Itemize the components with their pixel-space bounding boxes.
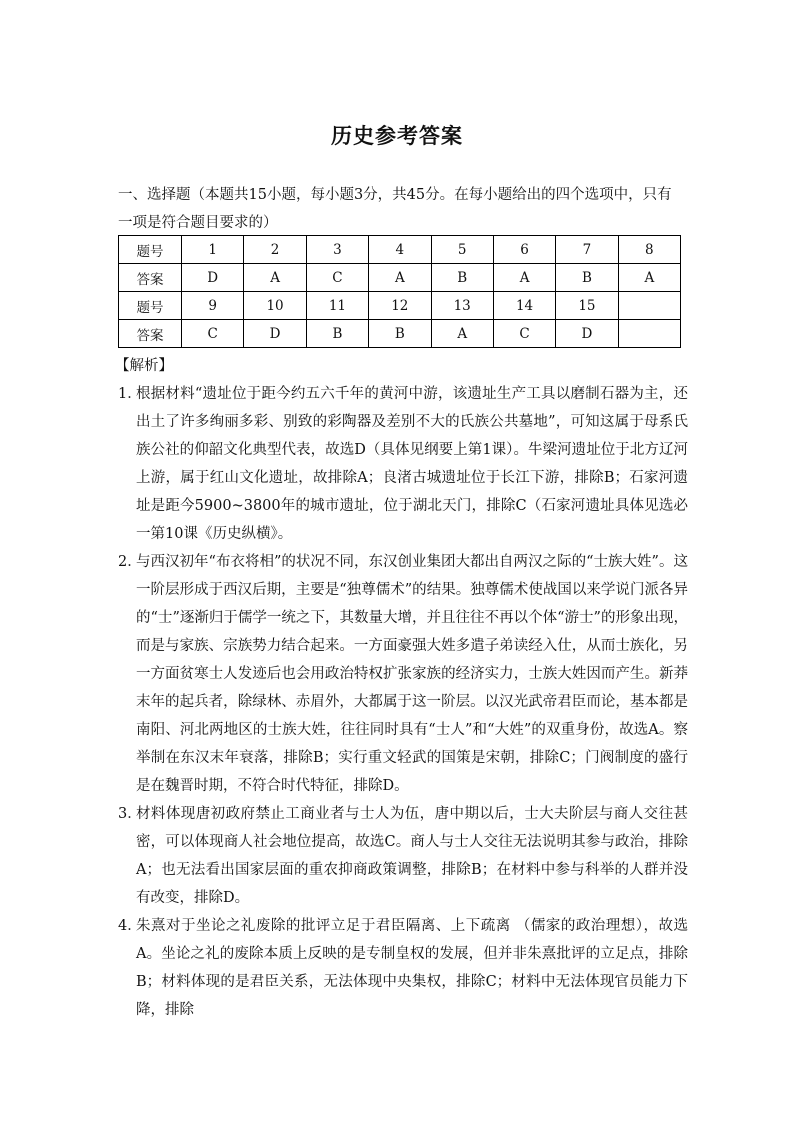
table-cell: 12: [369, 292, 431, 320]
table-cell: C: [306, 264, 368, 292]
table-cell: A: [493, 264, 555, 292]
table-row: [119, 264, 681, 292]
analysis-item: [118, 548, 688, 800]
table-cell: B: [369, 320, 431, 348]
item-text: 根据材料“遗址位于距今约五六千年的黄河中游，该遗址生产工具以磨制石器为主，还出土了许多绚丽多彩、别致的彩陶器及差别不大的氏族公共墓地”，可知这属于母系氏族公社的仰韶文化典型代表，故选D（具体见纲要上第1课）。牛梁河遗址位于北方辽河上游，属于红山文化遗址，故排除A；良渚古城遗址位于长江下游，排除B；石家河遗址是距今5900~3800年的城市遗址，位于湖北天门，排除C（石家河遗址具体见选必一第10课《历史纵横》。: [136, 386, 688, 542]
table-cell: 9: [182, 292, 244, 320]
table-cell: 14: [493, 292, 555, 320]
item-text: 与西汉初年“布衣将相”的状况不同，东汉创业集团大都出自两汉之际的“士族大姓”。这一阶层形成于西汉后期，主要是“独尊儒术”的结果。独尊儒术使战国以来学说门派各异的“士”逐渐归于儒学一统之下，其数量大增，并且往往不再以个体“游士”的形象出现，而是与家族、宗族势力结合起来。一方面豪强大姓多遣子弟读经入仕，从而士族化，另一方面贫寒士人发迹后也会用政治特权扩张家族的经济实力，士族大姓因而产生。新莽末年的起兵者，除绿林、赤眉外，大都属于这一阶层。以汉光武帝君臣而论，基本都是南阳、河北两地区的士族大姓，往往同时具有“士人”和“大姓”的双重身份，故选A。察举制在东汉末年衰落，排除B；实行重文轻武的国策是宋朝，排除C；门阀制度的盛行是在魏晋时期，不符合时代特征，排除D。: [136, 554, 688, 794]
item-text: 朱熹对于坐论之礼废除的批评立足于君臣隔离、上下疏离 （儒家的政治理想），故选A。坐论之礼的废除本质上反映的是专制皇权的发展，但并非朱熹批评的立足点，排除B；材料体现的是君臣关系，无法体现中央集权，排除C；材料中无法体现官员能力下降，排除: [136, 918, 688, 1018]
item-number: 1．: [118, 386, 142, 402]
analysis-list: [118, 380, 688, 1024]
table-cell: 13: [431, 292, 493, 320]
row-label: 题号: [119, 236, 182, 264]
table-cell: 10: [244, 292, 306, 320]
table-cell: C: [493, 320, 555, 348]
table-cell: A: [244, 264, 306, 292]
table-cell: B: [556, 264, 618, 292]
page-title: 历史参考答案: [331, 124, 463, 148]
table-cell: [618, 292, 680, 320]
table-cell: 11: [306, 292, 368, 320]
table-cell: A: [618, 264, 680, 292]
item-text: 材料体现唐初政府禁止工商业者与士人为伍，唐中期以后，士大夫阶层与商人交往甚密，可以体现商人社会地位提高，故选C。商人与士人交往无法说明其参与政治，排除A；也无法看出国家层面的重农抑商政策调整，排除B；在材料中参与科举的人群并没有改变，排除D。: [136, 806, 688, 906]
analysis-item: [118, 380, 688, 548]
item-number: 4．: [118, 918, 142, 934]
table-cell: 1: [182, 236, 244, 264]
row-label: 答案: [119, 320, 182, 348]
analysis-item: [118, 912, 688, 1024]
table-row: [119, 320, 681, 348]
table-cell: C: [182, 320, 244, 348]
table-cell: D: [182, 264, 244, 292]
table-cell: B: [431, 264, 493, 292]
table-cell: 7: [556, 236, 618, 264]
table-cell: 6: [493, 236, 555, 264]
item-number: 2．: [118, 554, 142, 570]
table-cell: 2: [244, 236, 306, 264]
table-cell: 5: [431, 236, 493, 264]
answer-table: [118, 235, 681, 348]
table-cell: B: [306, 320, 368, 348]
analysis-item: [118, 800, 688, 912]
table-cell: 15: [556, 292, 618, 320]
table-cell: D: [244, 320, 306, 348]
table-cell: A: [431, 320, 493, 348]
analysis-heading: 【解析】: [115, 358, 173, 374]
table-row: [119, 292, 681, 320]
table-row: [119, 236, 681, 264]
item-number: 3．: [118, 806, 142, 822]
table-cell: D: [556, 320, 618, 348]
table-cell: [618, 320, 680, 348]
table-cell: 3: [306, 236, 368, 264]
row-label: 答案: [119, 264, 182, 292]
table-cell: 4: [369, 236, 431, 264]
table-cell: 8: [618, 236, 680, 264]
row-label: 题号: [119, 292, 182, 320]
section-heading: 一、选择题（本题共15小题，每小题3分，共45分。在每小题给出的四个选项中，只有一项是符合题目要求的）: [118, 187, 672, 231]
table-cell: A: [369, 264, 431, 292]
